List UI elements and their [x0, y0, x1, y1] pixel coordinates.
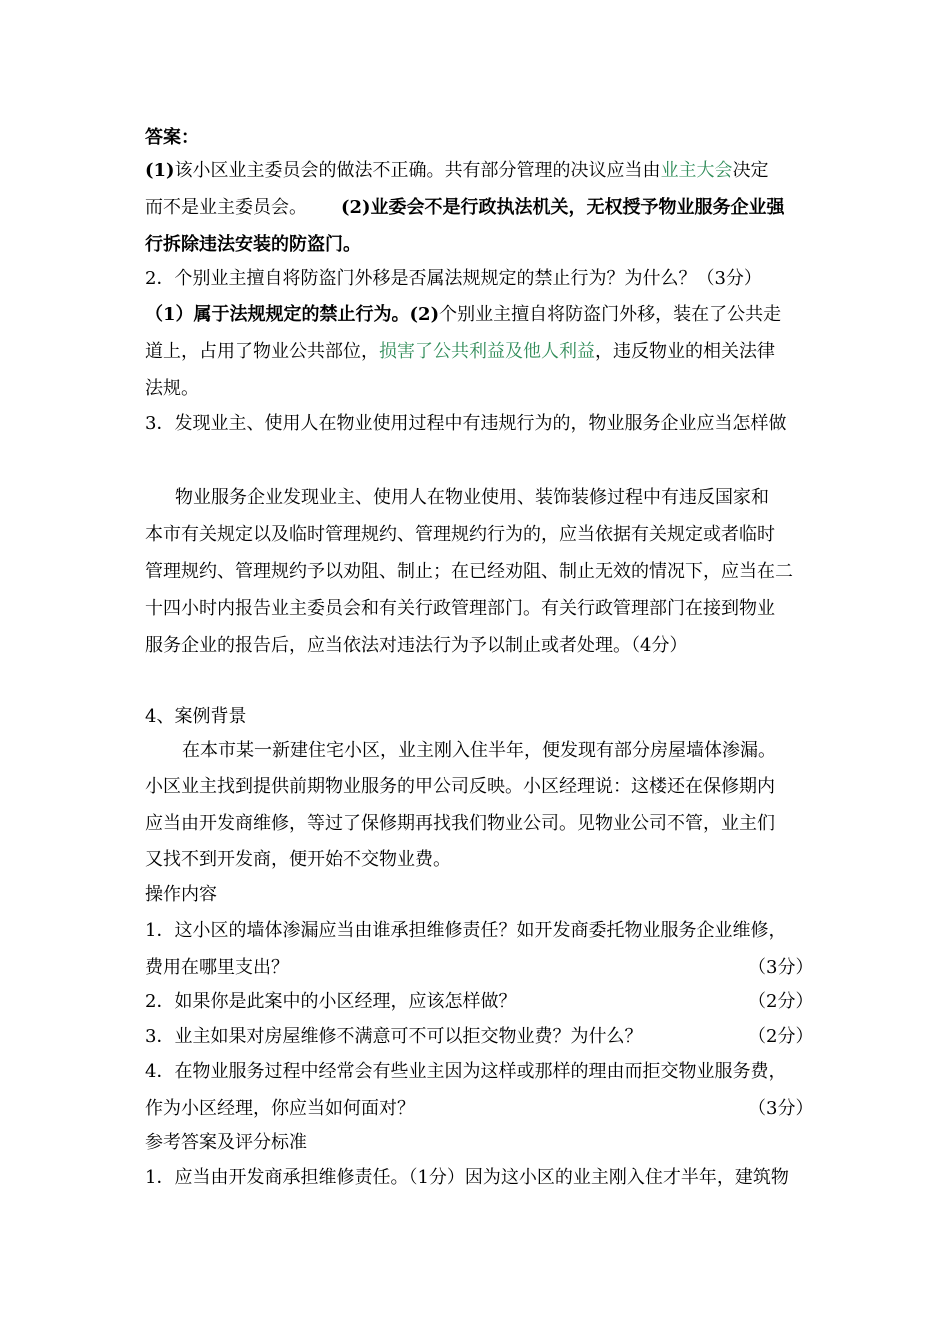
- operation-question-4-line-2: 作为小区经理，你应当如何面对？: [145, 1098, 415, 1119]
- answer-1-line-2-bold: (2)业委会不是行政执法机关，无权授予物业服务企业强: [341, 197, 785, 218]
- operation-question-4-score: （3分）: [748, 1098, 814, 1119]
- reference-answers-title: 参考答案及评分标准: [145, 1132, 307, 1153]
- case-4-body-line: 又找不到开发商，便开始不交物业费。: [145, 849, 451, 870]
- question-2: 2．个别业主擅自将防盗门外移是否属法规规定的禁止行为？为什么？（3分）: [145, 268, 762, 289]
- answer-2-rest: 个别业主擅自将防盗门外移，装在了公共走: [439, 304, 782, 325]
- answer-2-highlight: 损害了公共利益及他人利益: [379, 341, 595, 362]
- answer-3-line: 服务企业的报告后，应当依法对违法行为予以制止或者处理。（4分）: [145, 635, 688, 656]
- answer-2-line-2-text: 道上，占用了物业公共部位，: [145, 341, 379, 362]
- operation-question-4-line-1: 4．在物业服务过程中经常会有些业主因为这样或那样的理由而拒交物业服务费，: [145, 1061, 787, 1082]
- answer-1-line-2: [145, 197, 785, 219]
- answer-1-line-1: [145, 160, 769, 182]
- answer-1-line-3: 行拆除违法安装的防盗门。: [145, 234, 361, 255]
- answer-1-text: 该小区业主委员会的做法不正确。: [174, 160, 445, 181]
- case-4-body-line: 在本市某一新建住宅小区，业主刚入住半年，便发现有部分房屋墙体渗漏。: [182, 740, 776, 761]
- answer-3-line: 十四小时内报告业主委员会和有关行政管理部门。有关行政管理部门在接到物业: [145, 598, 775, 619]
- question-3: 3．发现业主、使用人在物业使用过程中有违规行为的，物业服务企业应当怎样做: [145, 413, 787, 434]
- operation-question-1-line-1: 1．这小区的墙体渗漏应当由谁承担维修责任？如开发商委托物业服务企业维修，: [145, 920, 787, 941]
- answer-2-line-2-end: ，违反物业的相关法律: [595, 341, 775, 362]
- reference-answer-1: 1．应当由开发商承担维修责任。（1分）因为这小区的业主刚入住才半年，建筑物: [145, 1167, 789, 1188]
- answer-1-end: 决定: [732, 160, 769, 181]
- answer-2-line-2: [145, 341, 775, 363]
- answer-3-line: 管理规约、管理规约予以劝阻、制止；在已经劝阻、制止无效的情况下，应当在二: [145, 561, 793, 582]
- answer-1-rest: 共有部分管理的决议应当由: [444, 160, 661, 181]
- operation-question-1-line-2: 费用在哪里支出？: [145, 957, 289, 978]
- answer-3-line: 物业服务企业发现业主、使用人在物业使用、装饰装修过程中有违反国家和: [175, 487, 769, 508]
- case-4-body-line: 应当由开发商维修，等过了保修期再找我们物业公司。见物业公司不管，业主们: [145, 813, 775, 834]
- answer-2-line-3: 法规。: [145, 378, 199, 399]
- operation-question-3: 3．业主如果对房屋维修不满意可不可以拒交物业费？为什么？: [145, 1026, 643, 1047]
- answer-1-line-2-text: 而不是业主委员会。: [145, 197, 307, 218]
- operation-question-2: 2．如果你是此案中的小区经理，应该怎样做？: [145, 991, 517, 1012]
- operation-question-1-score: （3分）: [748, 957, 814, 978]
- answer-1-highlight: 业主大会: [660, 160, 733, 181]
- answer-2-line-1: [145, 304, 781, 326]
- answer-1-number: (1): [145, 160, 175, 181]
- answer-3-line: 本市有关规定以及临时管理规约、管理规约行为的，应当依据有关规定或者临时: [145, 524, 775, 545]
- operations-title: 操作内容: [145, 884, 217, 905]
- operation-question-3-score: （2分）: [748, 1026, 814, 1047]
- answer-2-bold: （1）属于法规规定的禁止行为。(2): [145, 304, 440, 325]
- case-4-body-line: 小区业主找到提供前期物业服务的甲公司反映。小区经理说：这楼还在保修期内: [145, 776, 775, 797]
- case-4-title: 4、案例背景: [145, 706, 247, 727]
- operation-question-2-score: （2分）: [748, 991, 814, 1012]
- answer-heading: 答案：: [145, 127, 199, 148]
